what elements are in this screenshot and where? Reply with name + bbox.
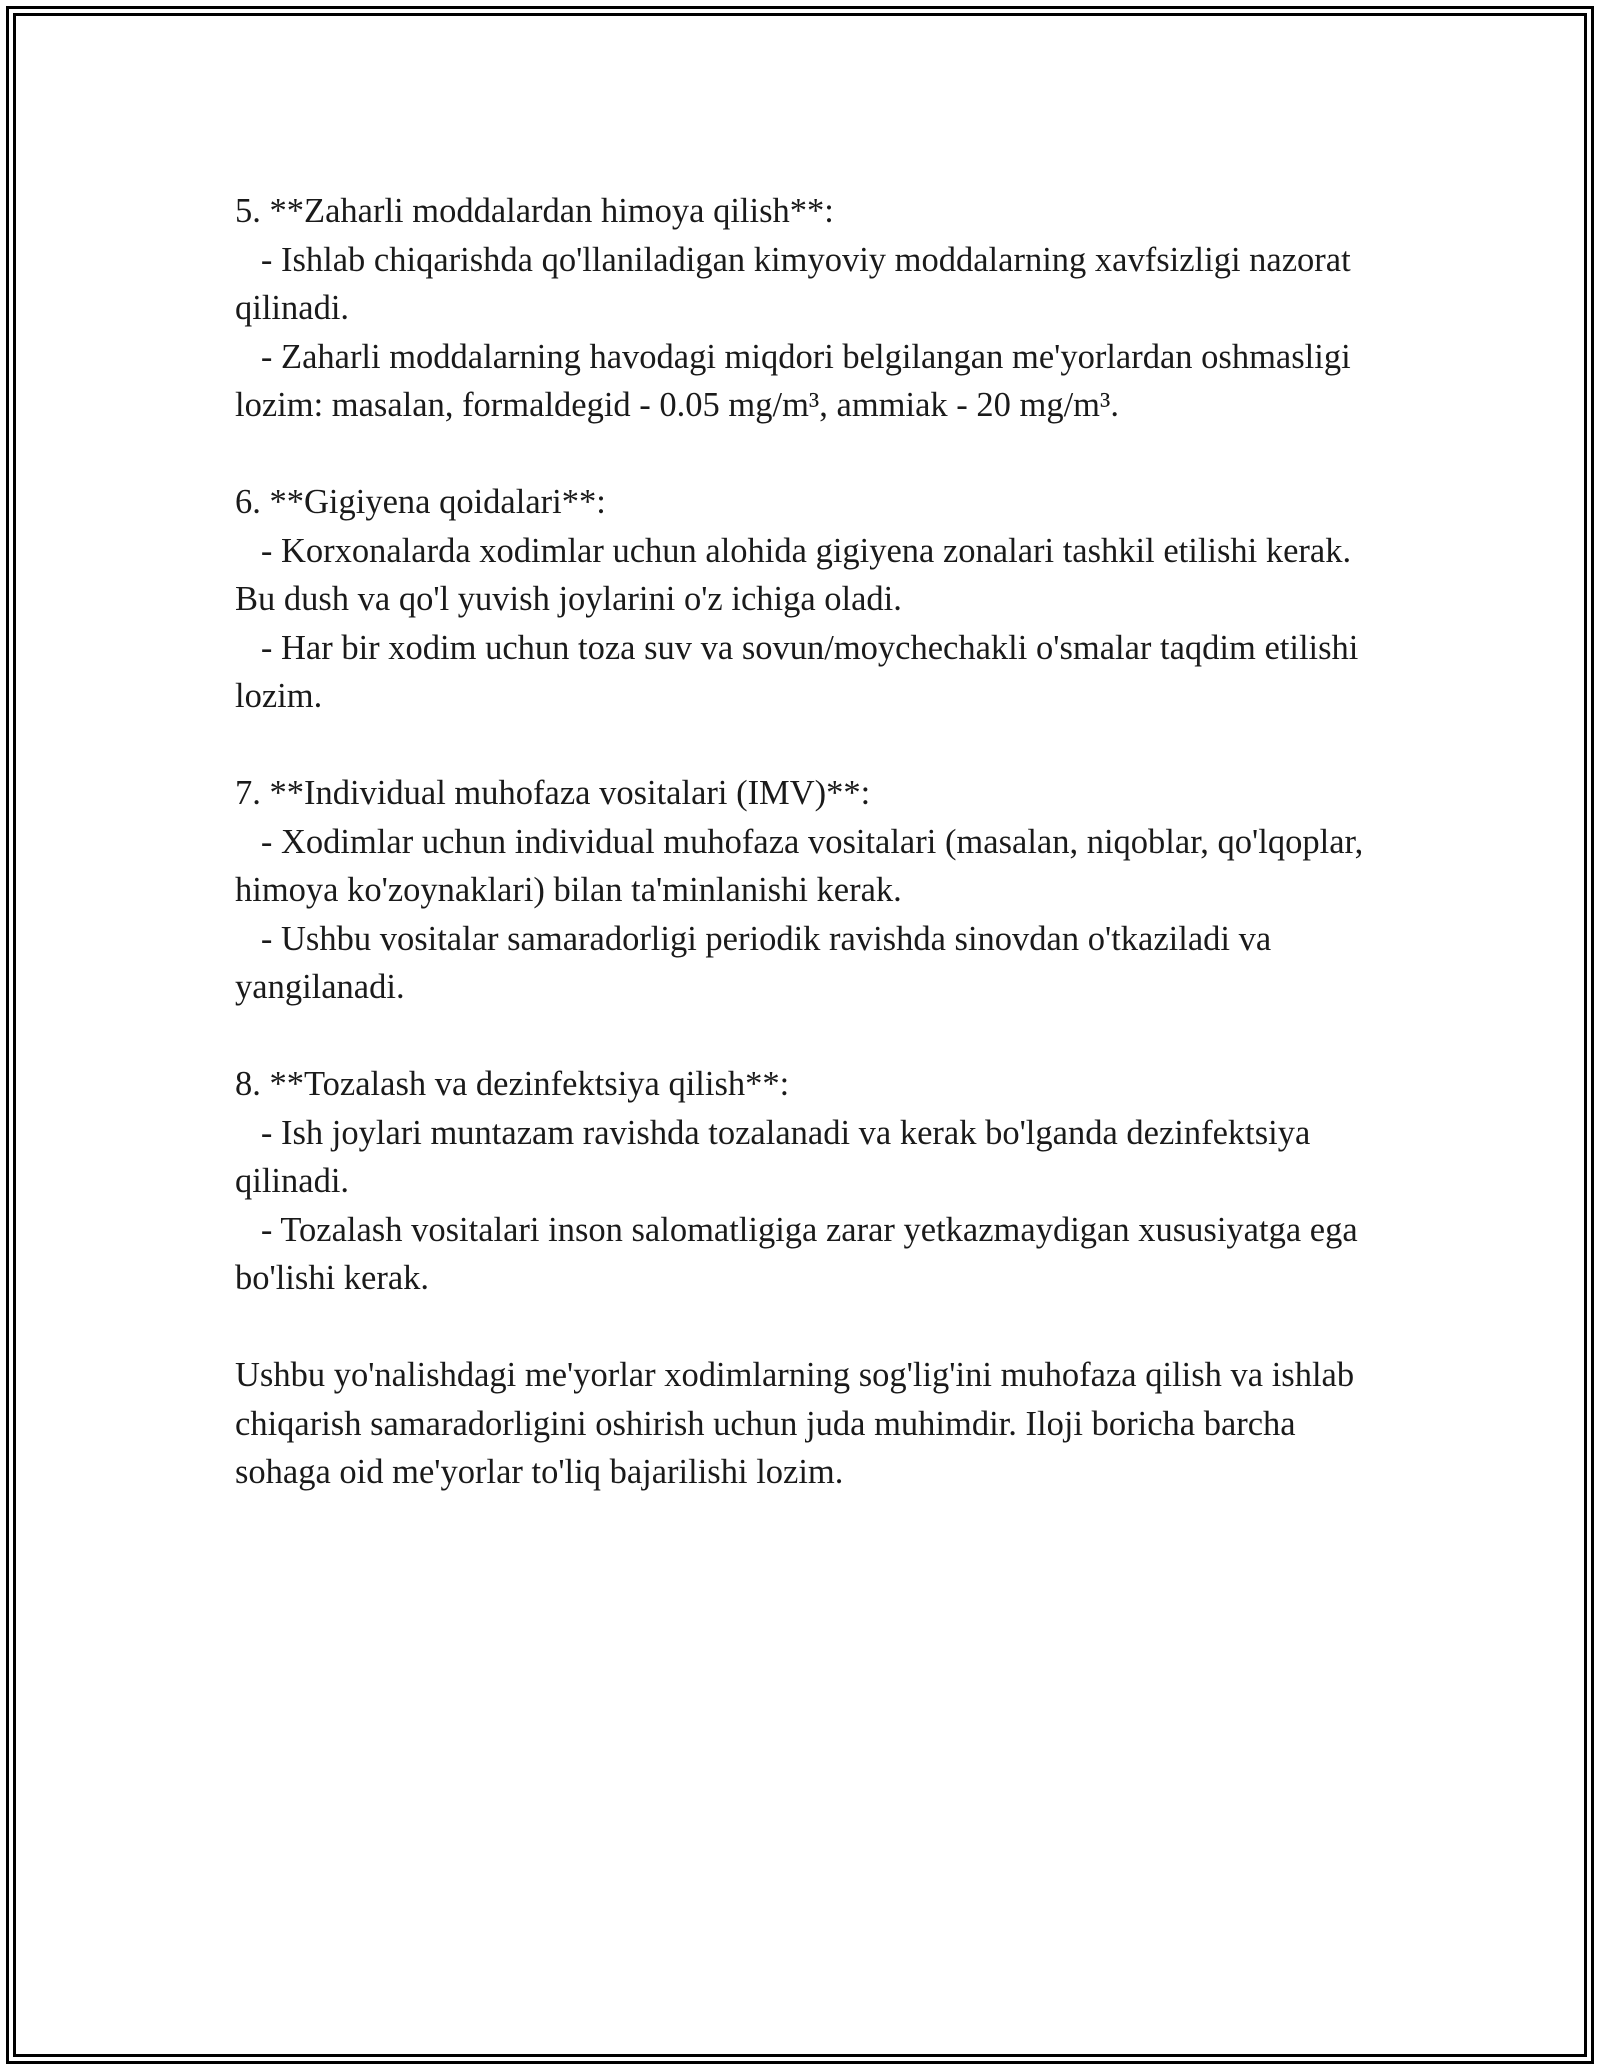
list-item: - Xodimlar uchun individual muhofaza vositalari (masalan, niqoblar, qo'lqoplar, himoya ko'zoynaklari) bilan ta'minlanishi kerak. xyxy=(235,822,1372,909)
list-item: - Ishlab chiqarishda qo'llaniladigan kimyoviy moddalarning xavfsizligi nazorat qilinadi. xyxy=(235,240,1360,327)
list-item: - Ish joylari muntazam ravishda tozalanadi va kerak bo'lganda dezinfektsiya qilinadi. xyxy=(235,1113,1319,1200)
section-5 xyxy=(235,187,1385,430)
conclusion-paragraph xyxy=(235,1351,1385,1497)
document-body xyxy=(235,187,1385,1545)
section-8 xyxy=(235,1060,1385,1303)
list-item: - Har bir xodim uchun toza suv va sovun/moychechakli o'smalar taqdim etilishi lozim. xyxy=(235,628,1368,715)
conclusion-text: Ushbu yo'nalishdagi me'yorlar xodimlarning sog'lig'ini muhofaza qilish va ishlab chiqarish samaradorligini oshirish uchun juda muhimdir. Iloji boricha barcha sohaga oid me'yorlar to'liq bajarilishi lozim. xyxy=(235,1356,1363,1491)
section-heading: 8. **Tozalash va dezinfektsiya qilish**: xyxy=(235,1065,790,1103)
section-heading: 5. **Zaharli moddalardan himoya qilish**: xyxy=(235,192,834,230)
section-7 xyxy=(235,769,1385,1012)
list-item: - Zaharli moddalarning havodagi miqdori belgilangan me'yorlardan oshmasligi lozim: masalan, formaldegid - 0.05 mg/m³, ammiak - 20 mg/m³. xyxy=(235,337,1360,424)
list-item: - Ushbu vositalar samaradorligi periodik ravishda sinovdan o'tkaziladi va yangilanadi. xyxy=(235,919,1280,1006)
section-heading: 7. **Individual muhofaza vositalari (IMV)**: xyxy=(235,774,871,812)
section-heading: 6. **Gigiyena qoidalari**: xyxy=(235,483,606,521)
list-item: - Tozalash vositalari inson salomatligiga zarar yetkazmaydigan xususiyatga ega bo'lishi kerak. xyxy=(235,1210,1367,1297)
list-item: - Korxonalarda xodimlar uchun alohida gigiyena zonalari tashkil etilishi kerak. Bu dush va qo'l yuvish joylarini o'z ichiga oladi. xyxy=(235,531,1360,618)
section-6 xyxy=(235,478,1385,721)
